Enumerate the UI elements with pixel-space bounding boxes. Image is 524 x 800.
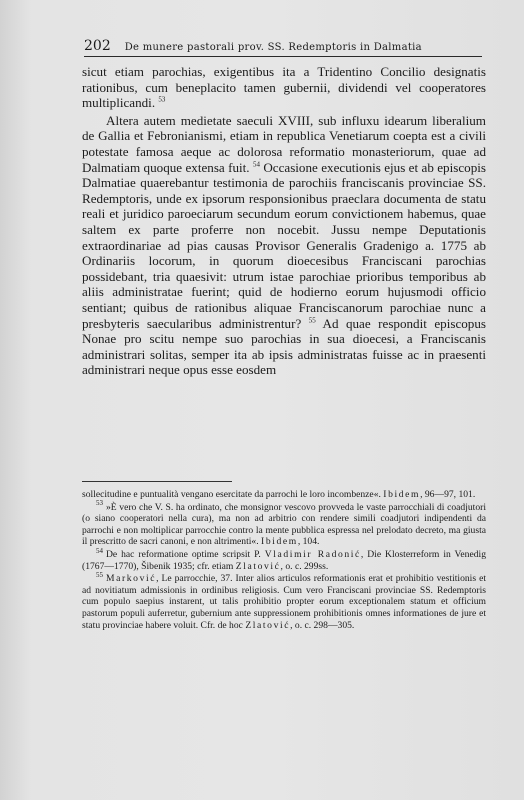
footnote-text: , Die Klosterreform in Venedig (1767—1770), Šibenik 1935; cfr. etiam bbox=[82, 548, 486, 572]
footnote-text: , 104. bbox=[297, 536, 320, 548]
page-header bbox=[84, 38, 482, 57]
footnote-text: , o. c. 299ss. bbox=[280, 560, 329, 572]
paragraph-text: Ad quae respondit episcopus Nonae pro scitu nempe suo parochias in sua dioecesi, a Franciscanis administrari solitas, semper ita ab ipsis administratas fuisse ac in praesenti administrari neque opus esse eosdem bbox=[82, 315, 486, 378]
paragraph-text: Altera autem medietate saeculi XVIII, sub influxu idearum liberalium de Gallia et Febronianismi, etiam in republica Venetiarum coepta est a civili potestate famosa aeque ac dolorosa reformatio monasteriorum, quae ad Dalmatiam quoque extensa fuit. bbox=[82, 112, 486, 175]
footnotes bbox=[82, 489, 486, 631]
spaced-citation: Ibidem bbox=[261, 536, 298, 548]
paragraph bbox=[82, 113, 486, 378]
spaced-citation: Ibidem bbox=[383, 489, 421, 500]
footnote-ref: 54 bbox=[252, 160, 260, 169]
spaced-author: Vladimir Radonić bbox=[264, 548, 361, 560]
footnote-text: , Le parrocchie, 37. Inter alios articulos reformationis erat et prohibitio vestitionis et ad novitiatum admissionis in ordinibus religiosis. Cum vero Franciscani provinciae SS. Redemptoris cum populo saepius instarent, ut talis prohibitio propter eorum exceptionalem statum et officium pastorum populi auferretur, gubernium ante suppressionem prohibitionis omnes informationes de jure et statu provinciae habere voluit. Cfr. de hoc bbox=[82, 573, 486, 631]
footnote-text: »È vero che V. S. ha ordinato, che monsignor vescovo provveda le vaste parrocchiali di coadjutori (o siano cooperatori nella cura), ma non ad arbitrio con rendere simili coadjutori indipendenti da parrochi e non moltiplicar parrocchie contro la mente pubblica espressa nel prelodato decreto, ma giusta il prescritto de sacri canoni, e non altrimenti«. bbox=[82, 501, 486, 548]
footnote-54 bbox=[82, 546, 486, 572]
running-title: De munere pastorali prov. SS. Redemptoris in Dalmatia bbox=[124, 42, 422, 53]
footnote-divider bbox=[82, 481, 232, 482]
main-text bbox=[82, 64, 486, 378]
footnote-ref: 55 bbox=[308, 316, 316, 325]
footnote-text: De hac reformatione optime scripsit P. bbox=[106, 548, 261, 560]
paragraph-text: sicut etiam parochias, exigentibus ita a Tridentino Concilio designatis rationibus, cum beneplacito tamen gubernii, dividendi vel cooperatores multiplicandi. bbox=[82, 64, 486, 111]
footnote-text: sollecitudine e puntualità vengano esercitate da parrochi le loro incombenze«. bbox=[82, 489, 381, 500]
footnote-text: , o. c. 298—305. bbox=[290, 619, 355, 631]
footnote-ref: 53 bbox=[158, 95, 166, 104]
footnote-number: 53 bbox=[96, 499, 103, 508]
footnote-number: 54 bbox=[96, 546, 103, 555]
spaced-author: Zlatović bbox=[235, 560, 281, 572]
paragraph-text: Occasione executionis ejus et ab episcopis Dalmatiae quaerebantur testimonia de parochiis franciscanis provinciae SS. Redemptoris, unde ex ipsorum responsionibus praeclara documenta de statu reali et juridico paroeciarum secundum eorum convictionem habemus, quae saltem ex parte proferre non nocebit. Jussu nempe Deputationis extraordinariae ad pias causas Provisor Generalis Gradenigo a. 1775 ab Ordinariis locorum, in quorum dioecesibus Franciscani parochias possidebant, tria quaesivit: utrum istae parochiae prioribus temporibus ab aliis administratae fuerint; quid de hodierno eorum hujusmodi officio sentiant; quibus de rationibus aliquae Franciscanorum parochiae nunc a presbyteris saecularibus administrentur? bbox=[82, 159, 486, 331]
footnote-55 bbox=[82, 570, 486, 631]
footnote-number: 55 bbox=[96, 570, 103, 579]
paragraph-continued bbox=[82, 64, 486, 111]
footnote-53 bbox=[82, 499, 486, 548]
page-number: 202 bbox=[84, 38, 111, 54]
spaced-author: Marković bbox=[106, 573, 157, 585]
spaced-author: Zlatović bbox=[245, 619, 291, 631]
footnote-text: , 96—97, 101. bbox=[420, 489, 476, 500]
footnote-continued bbox=[82, 489, 486, 501]
